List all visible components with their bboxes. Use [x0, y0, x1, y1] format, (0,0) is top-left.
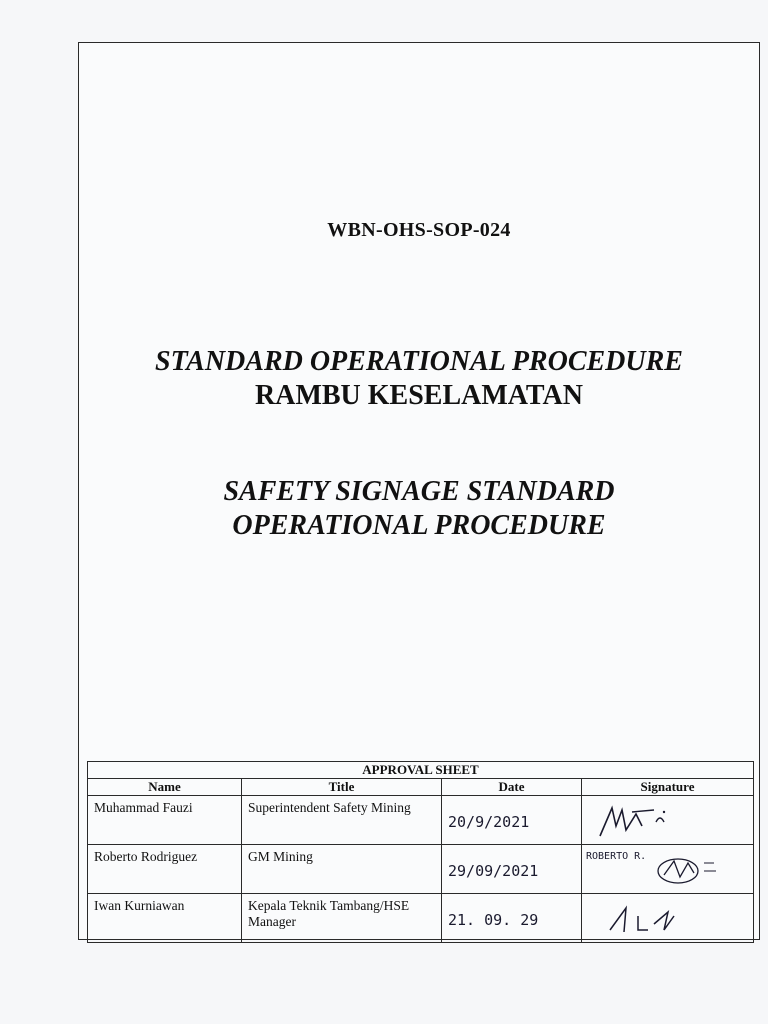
title-id-line1: STANDARD OPERATIONAL PROCEDURE	[155, 346, 683, 377]
column-header-name: Name	[88, 779, 242, 796]
title-en-line1: SAFETY SIGNAGE STANDARD	[223, 476, 615, 507]
approval-sheet-heading: APPROVAL SHEET	[88, 762, 754, 779]
approval-date: 29/09/2021	[442, 845, 582, 894]
approver-name: Roberto Rodriguez	[88, 845, 242, 894]
column-header-signature: Signature	[582, 779, 754, 796]
table-row	[88, 894, 754, 943]
title-indonesian	[79, 345, 759, 413]
table-header-row	[88, 779, 754, 796]
title-id-line2: RAMBU KESELAMATAN	[255, 380, 583, 411]
signature-cell	[582, 894, 754, 943]
table-row	[88, 845, 754, 894]
approval-date: 20/9/2021	[442, 796, 582, 845]
title-english	[79, 475, 759, 543]
signature-cell	[582, 845, 754, 894]
approval-date: 21. 09. 29	[442, 894, 582, 943]
approver-name: Iwan Kurniawan	[88, 894, 242, 943]
handwritten-signature	[582, 845, 742, 891]
approval-sheet-heading-row	[88, 762, 754, 779]
approver-title: Superintendent Safety Mining	[242, 796, 442, 845]
approval-sheet-table	[87, 761, 754, 943]
document-code: WBN-OHS-SOP-024	[327, 219, 511, 241]
title-en-line2: OPERATIONAL PROCEDURE	[232, 510, 606, 541]
signature-name-text: ROBERTO R.	[586, 851, 647, 862]
approver-name: Muhammad Fauzi	[88, 796, 242, 845]
signature-cell	[582, 796, 754, 845]
column-header-date: Date	[442, 779, 582, 796]
table-row	[88, 796, 754, 845]
document-page	[78, 42, 760, 940]
column-header-title: Title	[242, 779, 442, 796]
handwritten-signature	[582, 894, 742, 940]
approver-title: GM Mining	[242, 845, 442, 894]
handwritten-signature	[582, 796, 742, 842]
approver-title: Kepala Teknik Tambang/HSE Manager	[242, 894, 442, 943]
